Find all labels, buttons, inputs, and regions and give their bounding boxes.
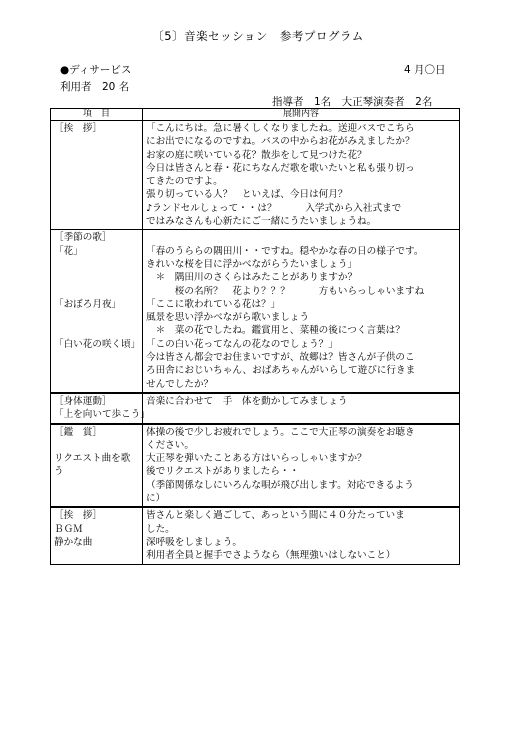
item-line	[54, 439, 139, 452]
content-line: 「こんにちは。急に暑くしくなりましたね。送迎バスでこちら	[146, 123, 415, 134]
item-line: ＢＧＭ	[54, 523, 83, 535]
content-line: てきたのですよ。	[146, 176, 223, 188]
item-line: ［季節の歌］	[54, 232, 112, 244]
item-line: ［鑑 賞］	[54, 426, 102, 438]
program-table	[50, 108, 460, 565]
content-line: （季節関係なしにいろんな唄が飛び出します。対応できるよう	[146, 479, 414, 491]
item-line: ［挨 拶］	[54, 510, 102, 522]
table-row	[51, 230, 460, 393]
content-line: した。	[146, 523, 175, 535]
content-line	[146, 231, 456, 244]
item-cell	[51, 121, 143, 230]
item-line: う	[54, 466, 64, 478]
item-line	[54, 324, 139, 337]
content-line: 「ここに歌われている花は？」	[146, 298, 281, 310]
content-line: 体操の後で少しお疲れでしょう。ここで大正琴の演奏をお聴き	[146, 426, 415, 438]
content-line: 後でリクエストがありましたら・・	[146, 466, 300, 478]
content-cell	[143, 507, 460, 564]
table-row	[51, 393, 460, 424]
table-row	[51, 507, 460, 564]
table-row	[51, 424, 460, 508]
content-line: 「春のうららの隅田川・・ですね。穏やかな春の日の様子です。	[146, 245, 424, 257]
content-line: 「この白い花ってなんの花なのでしょう？」	[146, 338, 338, 350]
document-title: 〔5〕音楽セッション 参考プログラム	[152, 29, 364, 43]
item-line: 「上を向いて歩こう」	[54, 409, 150, 421]
content-line: 利用者全員と握手でさようなら（無理強いはしないこと）	[146, 550, 396, 562]
item-line: ［身体運動］	[54, 395, 112, 407]
item-line: 「おぼろ月夜」	[54, 298, 122, 310]
content-line: ♪ランドセルしょって・・は？ 入学式から入社式まで	[146, 202, 402, 214]
content-cell	[143, 424, 460, 508]
date-label: 4 月〇日	[404, 64, 446, 76]
table-row	[51, 121, 460, 230]
item-line	[54, 258, 139, 271]
content-line: きれいな桜を目に浮かべながらうたいましょう」	[146, 258, 358, 270]
item-line: 「花」	[54, 245, 83, 257]
item-line	[54, 311, 139, 324]
content-line: 張り切っている人？ といえば、今日は何月？	[146, 189, 348, 201]
item-line: 静かな曲	[54, 536, 93, 548]
content-line: 今日は皆さんと春・花にちなんだ歌を歌いたいと私も張り切っ	[146, 162, 415, 174]
item-cell	[51, 424, 143, 508]
content-cell	[143, 121, 460, 230]
content-line: ろ田舎におじいちゃん、おばあちゃんがいらして遊びに行きま	[146, 365, 416, 377]
item-line: リクエスト曲を歌	[54, 453, 131, 465]
item-cell	[51, 393, 150, 424]
column-header-content: 展開内容	[143, 109, 460, 121]
content-cell	[143, 230, 460, 393]
item-line: ［挨 拶］	[54, 123, 102, 134]
content-line: 深呼吸をしましょう。	[146, 536, 242, 548]
content-line: 桜の名所？ 花より？？？ 方もいらっしゃいますね	[146, 285, 425, 297]
facility-label: ●ディサービス	[60, 64, 132, 76]
item-cell	[51, 507, 143, 564]
content-line: ではみなさんも心新たにご一緒にうたいましょうね。	[146, 216, 377, 228]
content-line: 音楽に合わせて 手 体を動かしてみましょう	[146, 395, 348, 407]
content-line: 大正琴を弾いたことある方はいらっしゃいますか？	[146, 453, 367, 465]
content-line: ＊ 隅田川のさくらはみたことがありますか？	[146, 272, 358, 284]
item-line: 「白い花の咲く頃」	[54, 338, 141, 350]
content-cell	[143, 393, 460, 424]
content-line: ＊ 菜の花でしたね。鑑賞用と、菜種の後につく言葉は？	[146, 325, 405, 337]
content-line: 風景を思い浮かべながら歌いましょう	[146, 312, 310, 324]
item-cell	[51, 230, 143, 393]
item-line	[54, 285, 139, 298]
content-line: ください。	[146, 439, 194, 451]
content-line: せんでしたか？	[146, 378, 214, 390]
content-line: にお出でになるのですね。バスの中からお花がみえましたか？	[146, 136, 415, 148]
content-line: に）	[146, 493, 166, 505]
content-line: 皆さんと楽しく過ごして、あっという間に４０分たっていま	[146, 510, 405, 522]
staff-info: 指導者 1名 大正琴演奏者 2名	[272, 96, 433, 108]
column-header-item: 項 目	[51, 109, 143, 121]
users-count: 利用者 20 名	[60, 81, 130, 93]
content-line	[146, 408, 456, 421]
content-line: 今は皆さん都会でお住まいですが、故郷は？皆さんが子供のこ	[146, 352, 415, 364]
content-line: お家の庭に咲いている花？散歩をして見つけた花？	[146, 149, 367, 161]
item-line	[54, 271, 139, 284]
